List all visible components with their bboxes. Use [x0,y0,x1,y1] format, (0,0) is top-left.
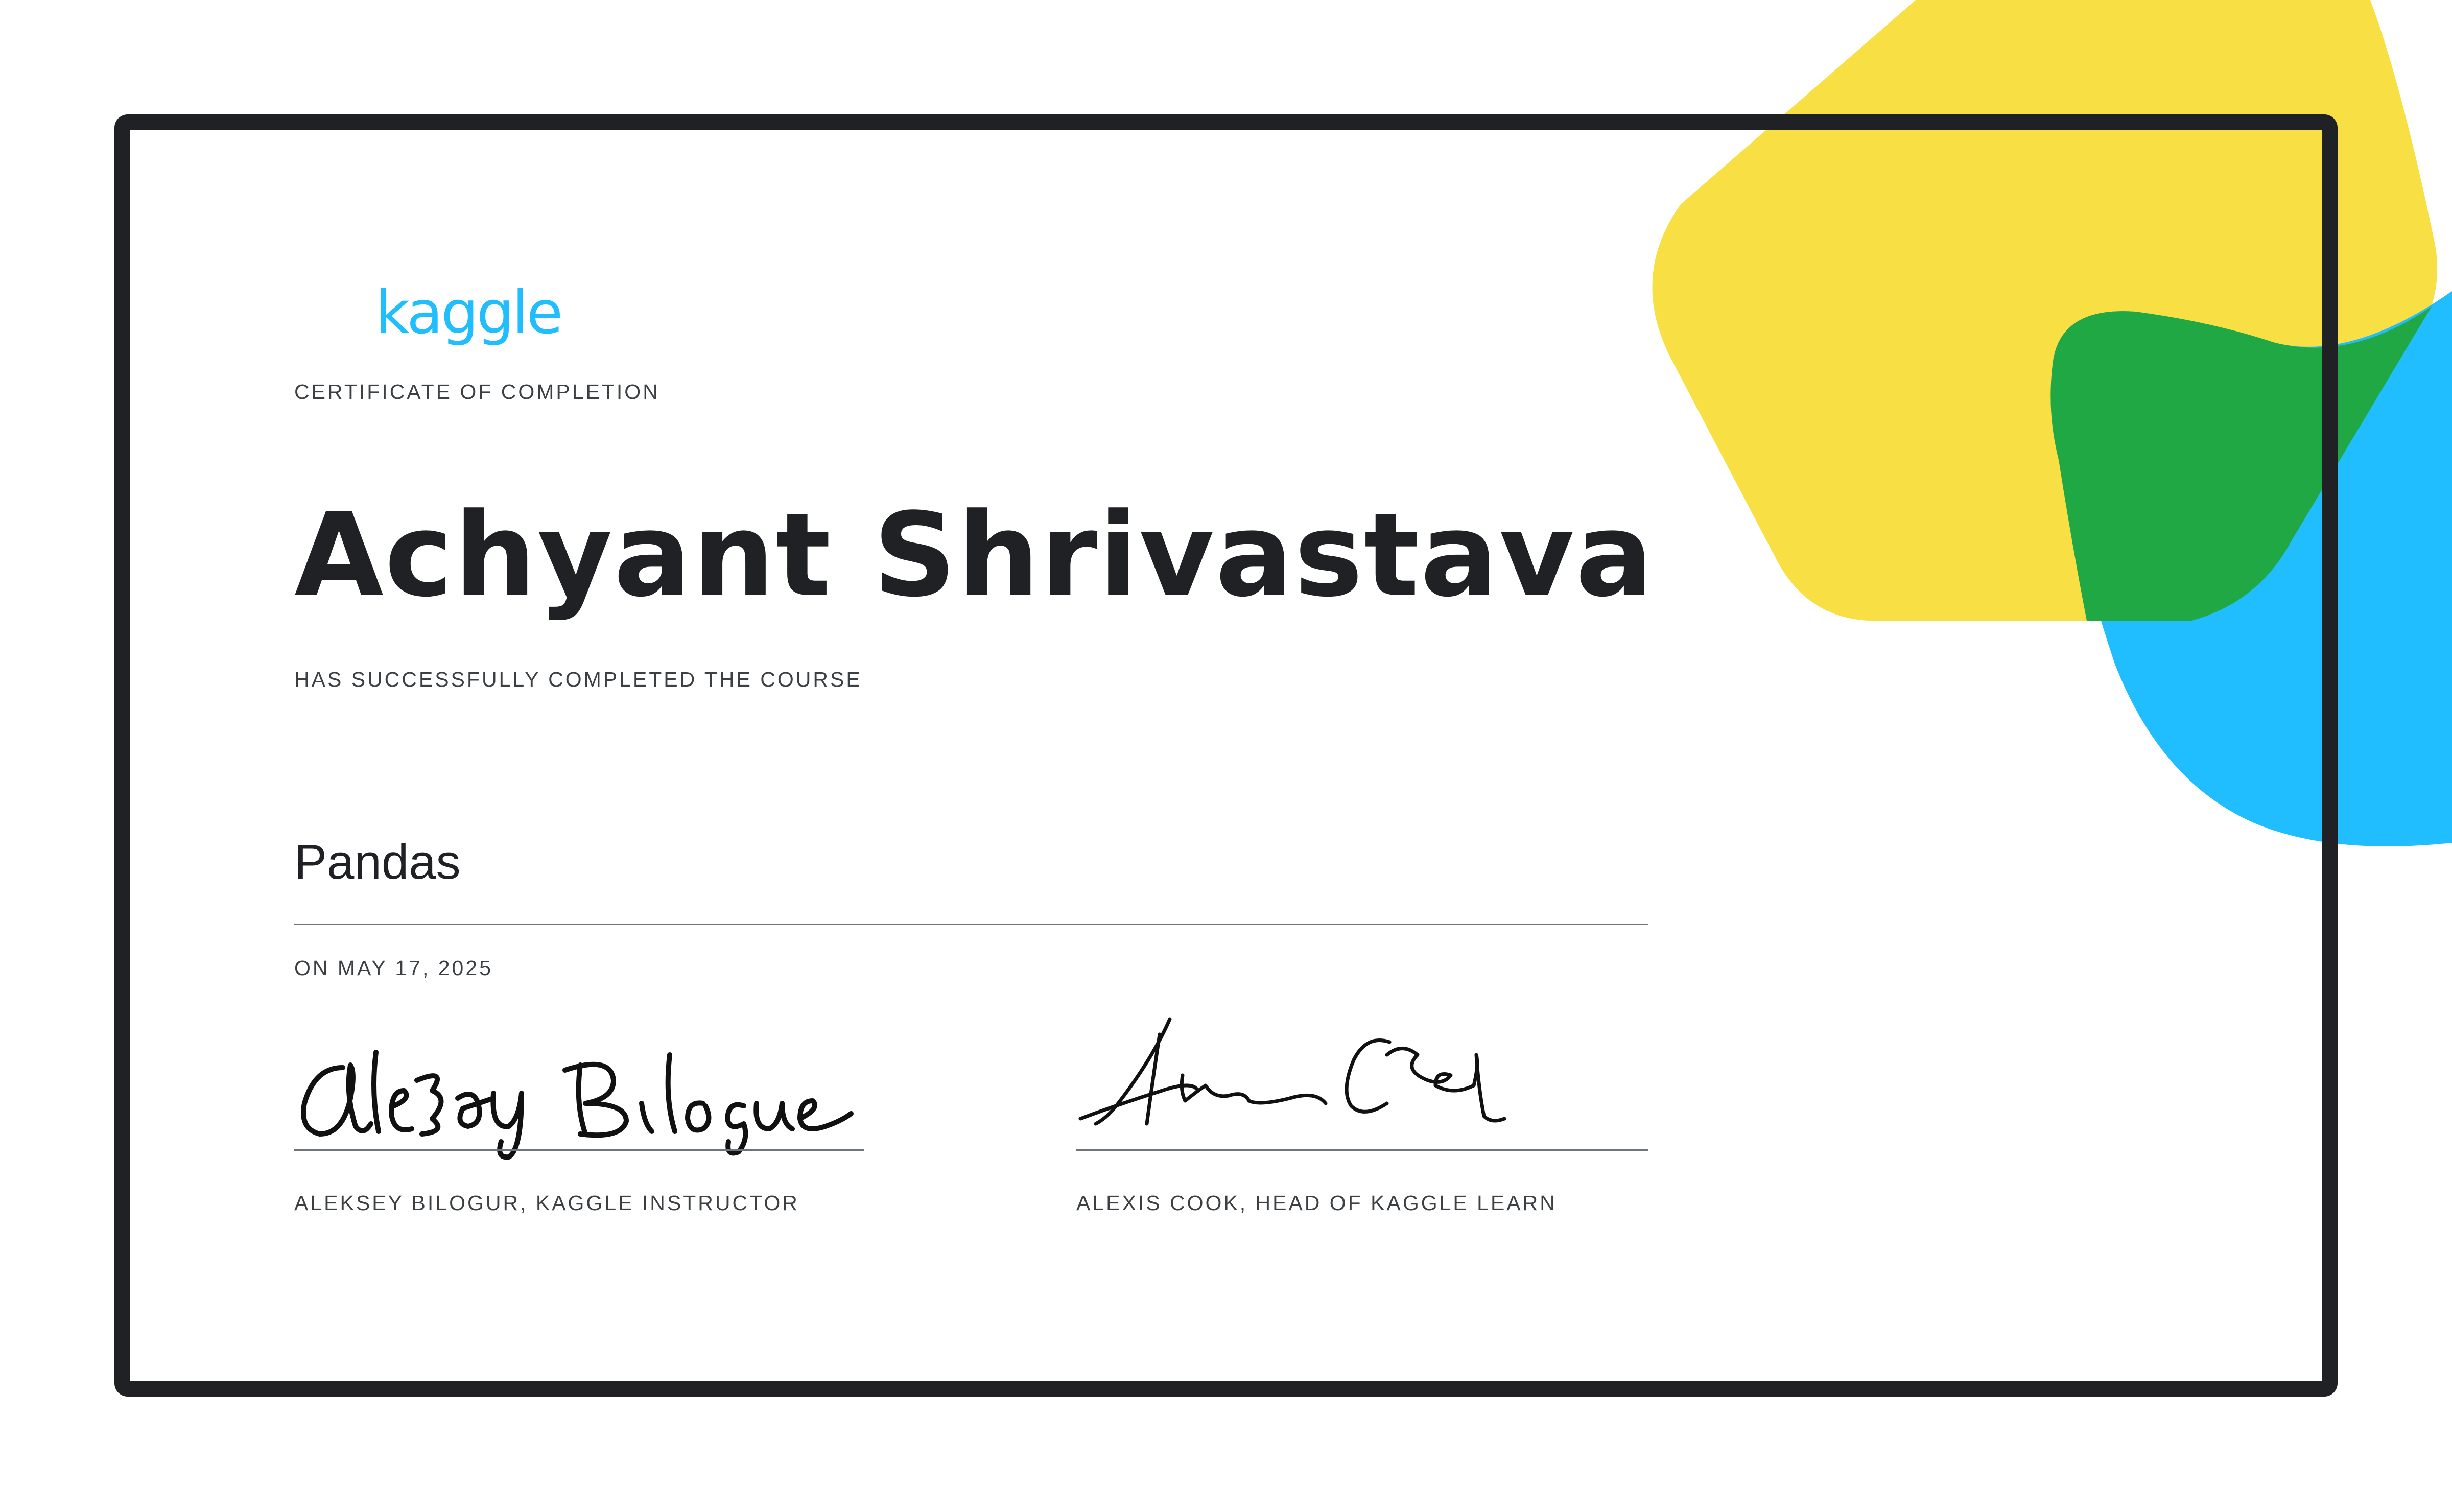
certificate-heading: CERTIFICATE OF COMPLETION [294,380,660,404]
signer-1: ALEKSEY BILOGUR, KAGGLE INSTRUCTOR [294,1191,799,1215]
aleksey-bilogur-signature [294,1037,861,1160]
signature-line-2 [1076,1149,1648,1151]
completion-date: ON MAY 17, 2025 [294,956,493,980]
recipient-name: Achyant Shrivastava [294,488,1655,623]
completed-text: HAS SUCCESSFULLY COMPLETED THE COURSE [294,668,862,691]
signature-line-1 [294,1149,864,1151]
signer-2: ALEXIS COOK, HEAD OF KAGGLE LEARN [1076,1191,1557,1215]
course-name: Pandas [294,835,461,889]
course-divider [294,924,1648,925]
alexis-cook-signature [1075,1014,1535,1137]
kaggle-logo[interactable]: kaggle [375,278,561,347]
